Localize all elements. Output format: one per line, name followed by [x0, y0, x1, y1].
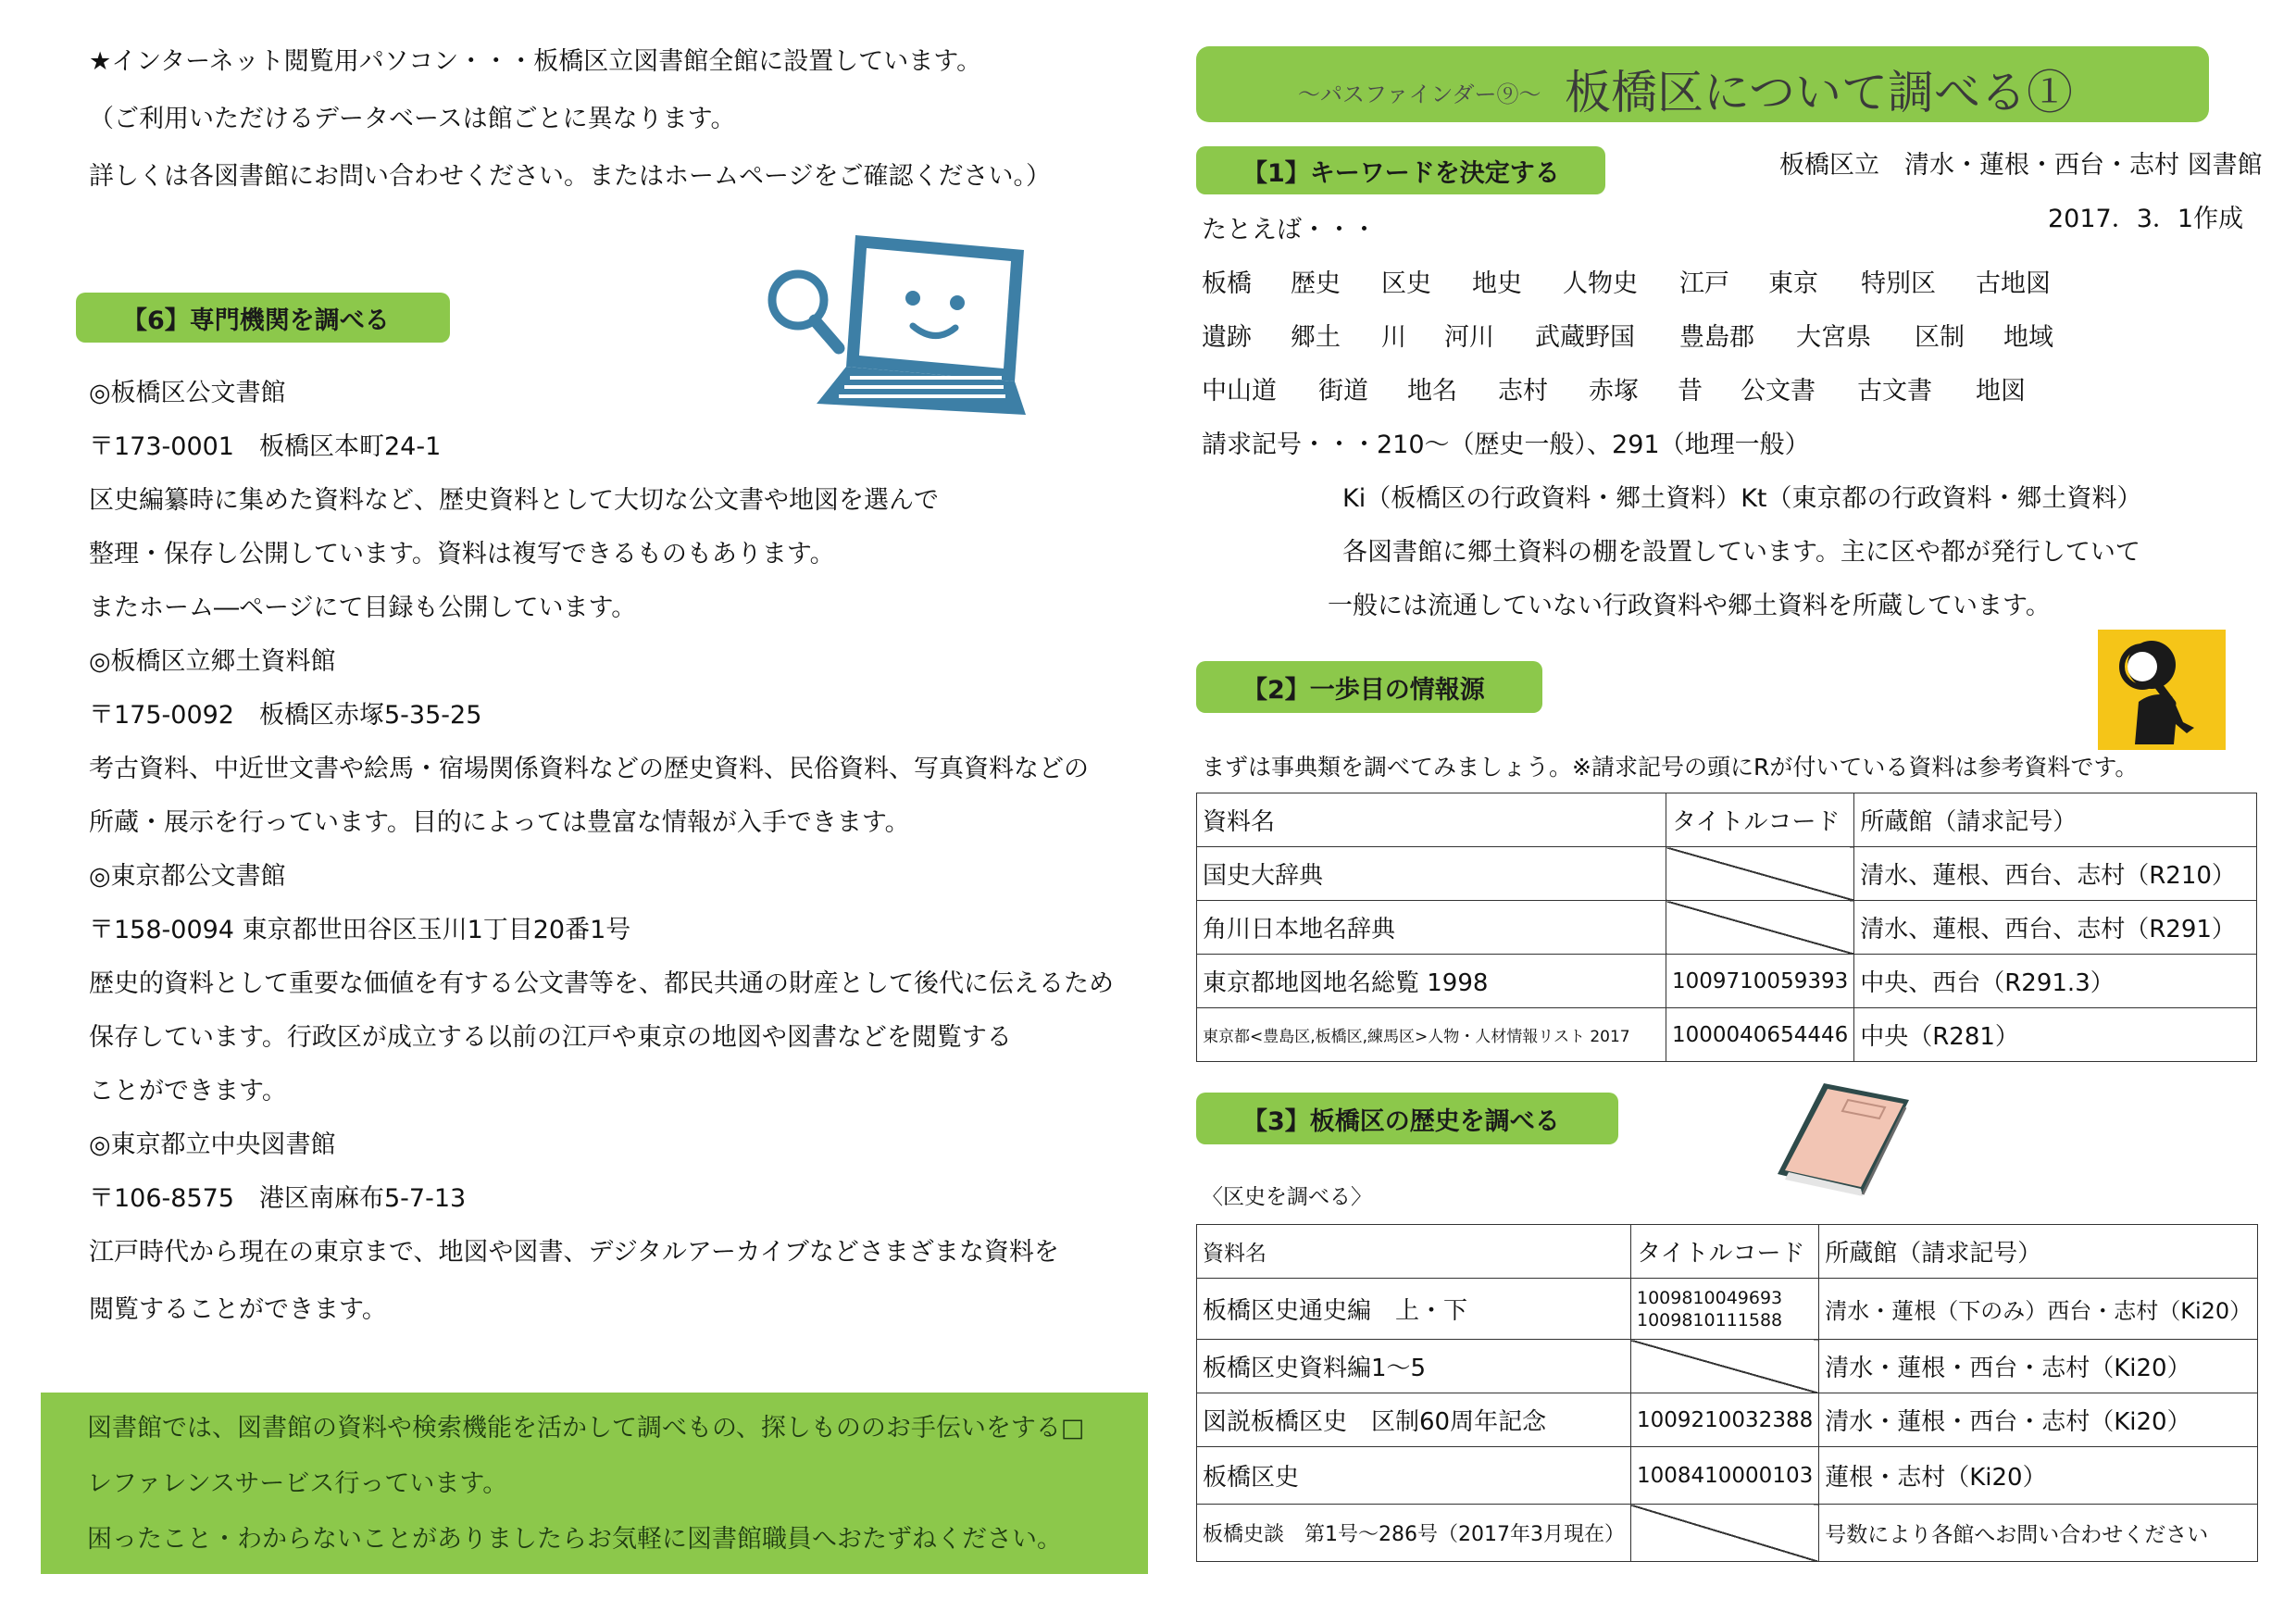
title-cell: 板橋区史資料編1～5 [1197, 1340, 1631, 1393]
notebook-icon [1770, 1080, 1920, 1204]
table-row [1197, 1393, 2258, 1447]
keyword: 中山道 [1202, 377, 1277, 406]
address: 〒106-8575 港区南麻布5-7-13 [89, 1184, 467, 1213]
keyword: 公文書 [1741, 377, 1816, 406]
keyword: 地名 [1407, 377, 1457, 406]
intro-line: （ご利用いただけるデータベースは館ごとに異なります。 [89, 105, 736, 133]
keyword: 昔 [1678, 377, 1703, 406]
code-cell: 1009710059393 [1666, 955, 1854, 1008]
keyword: 東京 [1768, 269, 1818, 298]
description-line: 所蔵・展示を行っています。目的によっては豊富な情報が入手できます。 [89, 808, 910, 837]
table-row [1197, 1340, 2258, 1393]
org-name: ◎東京都公文書館 [89, 862, 286, 891]
title-cell: 角川日本地名辞典 [1197, 901, 1666, 955]
title-cell: 板橋区史通史編 上・下 [1197, 1279, 1631, 1340]
section3-heading: 【3】板橋区の歴史を調べる [1196, 1093, 1618, 1144]
holding-cell: 清水、蓮根、西台、志村（R210） [1854, 847, 2257, 901]
title-cell: 国史大辞典 [1197, 847, 1666, 901]
keyword: 武蔵野国 [1535, 323, 1635, 352]
table-row [1197, 1505, 2258, 1562]
header-cell: 所蔵館（請求記号） [1854, 793, 2257, 847]
section2-heading: 【2】一歩目の情報源 [1196, 661, 1542, 713]
holding-cell: 清水・蓮根・西台・志村（Ki20） [1819, 1340, 2258, 1393]
keyword: 大宮県 [1796, 323, 1871, 352]
code-cell [1630, 1279, 1818, 1340]
keyword: 街道 [1318, 377, 1368, 406]
title-cell: 東京都<豊島区,板橋区,練馬区>人物・人材情報リスト 2017 [1197, 1008, 1666, 1062]
keyword: 板橋 [1202, 269, 1252, 298]
title-cell: 東京都地図地名総覧 1998 [1197, 955, 1666, 1008]
table-row [1197, 1447, 2258, 1505]
keyword: 地域 [2003, 323, 2053, 352]
keyword: 川 [1381, 323, 1406, 352]
table-row [1197, 1008, 2257, 1062]
keyword: 赤塚 [1589, 377, 1639, 406]
code-cell: 1009210032388 [1630, 1393, 1818, 1447]
laptop-icon [765, 226, 1033, 420]
header-cell: 資料名 [1197, 793, 1666, 847]
section3-subheading: 〈区史を調べる〉 [1202, 1185, 1372, 1209]
title-cell: 図説板橋区史 区制60周年記念 [1197, 1393, 1631, 1447]
org-name: ◎東京都立中央図書館 [89, 1131, 336, 1159]
page-header [1196, 46, 2209, 122]
header-cell: タイトルコード [1630, 1225, 1818, 1279]
keyword: 地図 [1976, 377, 2026, 406]
table-row [1197, 847, 2257, 901]
shelf-note: 一般には流通していない行政資料や郷土資料を所蔵しています。 [1328, 592, 2051, 620]
keyword: 地史 [1472, 269, 1522, 298]
code-cell [1630, 1505, 1818, 1562]
description-line: 江戸時代から現在の東京まで、地図や図書、デジタルアーカイブなどさまざまな資料を [89, 1238, 1059, 1267]
holding-cell: 蓮根・志村（Ki20） [1819, 1447, 2258, 1505]
keyword: 歴史 [1291, 269, 1341, 298]
description-line: 歴史的資料として重要な価値を有する公文書等を、都民共通の財産として後代に伝えるため [89, 969, 1114, 998]
footer-line: レファレンスサービス行っています。 [87, 1469, 508, 1498]
keyword: 遺跡 [1202, 323, 1252, 352]
intro-line: 詳しくは各図書館にお問い合わせください。またはホームページをご確認ください。） [89, 162, 1051, 191]
keyword: 区史 [1381, 269, 1431, 298]
library-name: 板橋区立 清水・蓮根・西台・志村 図書館 [1779, 151, 2263, 180]
page-title: 板橋区について調べる① [1565, 66, 2073, 119]
keyword: 特別区 [1861, 269, 1936, 298]
header-cell: 資料名 [1197, 1225, 1631, 1279]
description-line: またホーム―ページにて目録も公開しています。 [89, 593, 637, 622]
holding-cell: 清水、蓮根、西台、志村（R291） [1854, 901, 2257, 955]
code-cell [1666, 901, 1854, 955]
code-cell [1666, 847, 1854, 901]
description-line: 保存しています。行政区が成立する以前の江戸や東京の地図や図書などを閲覧する [89, 1023, 1012, 1052]
keyword: 古文書 [1857, 377, 1932, 406]
researcher-icon [2098, 630, 2226, 750]
holding-cell: 清水・蓮根（下のみ）西台・志村（Ki20） [1819, 1279, 2258, 1340]
table-header-row [1197, 793, 2257, 847]
title-code: 1009810049693 [1636, 1287, 1783, 1308]
keyword: 豊島郡 [1679, 323, 1754, 352]
keyword: 江戸 [1679, 269, 1729, 298]
intro-line: ★インターネット閲覧用パソコン・・・板橋区立図書館全館に設置しています。 [89, 47, 982, 76]
code-cell: 1000040654446 [1666, 1008, 1854, 1062]
address: 〒175-0092 板橋区赤塚5-35-25 [89, 701, 482, 730]
footer-line: 図書館では、図書館の資料や検索機能を活かして調べもの、探しもののお手伝いをする□ [87, 1414, 1085, 1443]
keyword: 人物史 [1563, 269, 1638, 298]
shelf-note: 各図書館に郷土資料の棚を設置しています。主に区や都が発行していて [1342, 538, 2140, 567]
description-line: 考古資料、中近世文書や絵馬・宿場関係資料などの歴史資料、民俗資料、写真資料などの [89, 755, 1089, 783]
header-cell: 所蔵館（請求記号） [1819, 1225, 2258, 1279]
header-subtitle: ～パスファインダー⑨～ [1298, 81, 1541, 107]
holding-cell: 中央、西台（R291.3） [1854, 955, 2257, 1008]
keyword: 郷土 [1291, 323, 1341, 352]
example-lead: たとえば・・・ [1202, 216, 1377, 244]
created-date: 2017．3．1作成 [2048, 205, 2244, 233]
encyclopedia-table [1196, 793, 2257, 1062]
description-line: 整理・保存し公開しています。資料は複写できるものもあります。 [89, 540, 835, 568]
keyword: 古地図 [1976, 269, 2051, 298]
title-cell: 板橋区史 [1197, 1447, 1631, 1505]
holding-cell: 号数により各館へお問い合わせください [1819, 1505, 2258, 1562]
call-number-note: 請求記号・・・210～（歴史一般）、291（地理一般） [1202, 431, 1810, 459]
ki-kt-note: Ki（板橋区の行政資料・郷土資料）Kt（東京都の行政資料・郷土資料） [1342, 484, 2142, 513]
footer-line: 困ったこと・わからないことがありましたらお気軽に図書館職員へおたずねください。 [87, 1525, 1062, 1554]
table-row [1197, 901, 2257, 955]
section6-heading: 【6】専門機関を調べる [76, 293, 450, 343]
description-line: 区史編纂時に集めた資料など、歴史資料として大切な公文書や地図を選んで [89, 486, 939, 515]
keyword: 志村 [1498, 377, 1548, 406]
code-cell [1630, 1340, 1818, 1393]
org-name: ◎板橋区立郷土資料館 [89, 647, 336, 676]
section2-intro: まずは事典類を調べてみましょう。※請求記号の頭にRが付いている資料は参考資料です。 [1202, 754, 2139, 781]
holding-cell: 中央（R281） [1854, 1008, 2257, 1062]
table-row [1197, 955, 2257, 1008]
address: 〒158-0094 東京都世田谷区玉川1丁目20番1号 [89, 916, 631, 944]
description-line: ことができます。 [89, 1077, 287, 1106]
section1-heading: 【1】キーワードを決定する [1196, 146, 1605, 194]
keyword: 河川 [1444, 323, 1494, 352]
org-name: ◎板橋区公文書館 [89, 379, 286, 407]
title-code: 1009810111588 [1636, 1309, 1783, 1330]
description-line: 閲覧することができます。 [89, 1295, 387, 1324]
local-history-table [1196, 1224, 2258, 1562]
table-row [1197, 1279, 2258, 1340]
code-cell: 1008410000103 [1630, 1447, 1818, 1505]
reference-service-box [41, 1393, 1148, 1574]
address: 〒173-0001 板橋区本町24-1 [89, 432, 442, 461]
title-cell: 板橋史談 第1号～286号（2017年3月現在） [1197, 1505, 1631, 1562]
header-cell: タイトルコード [1666, 793, 1854, 847]
holding-cell: 清水・蓮根・西台・志村（Ki20） [1819, 1393, 2258, 1447]
keyword: 区制 [1915, 323, 1965, 352]
table-header-row [1197, 1225, 2258, 1279]
